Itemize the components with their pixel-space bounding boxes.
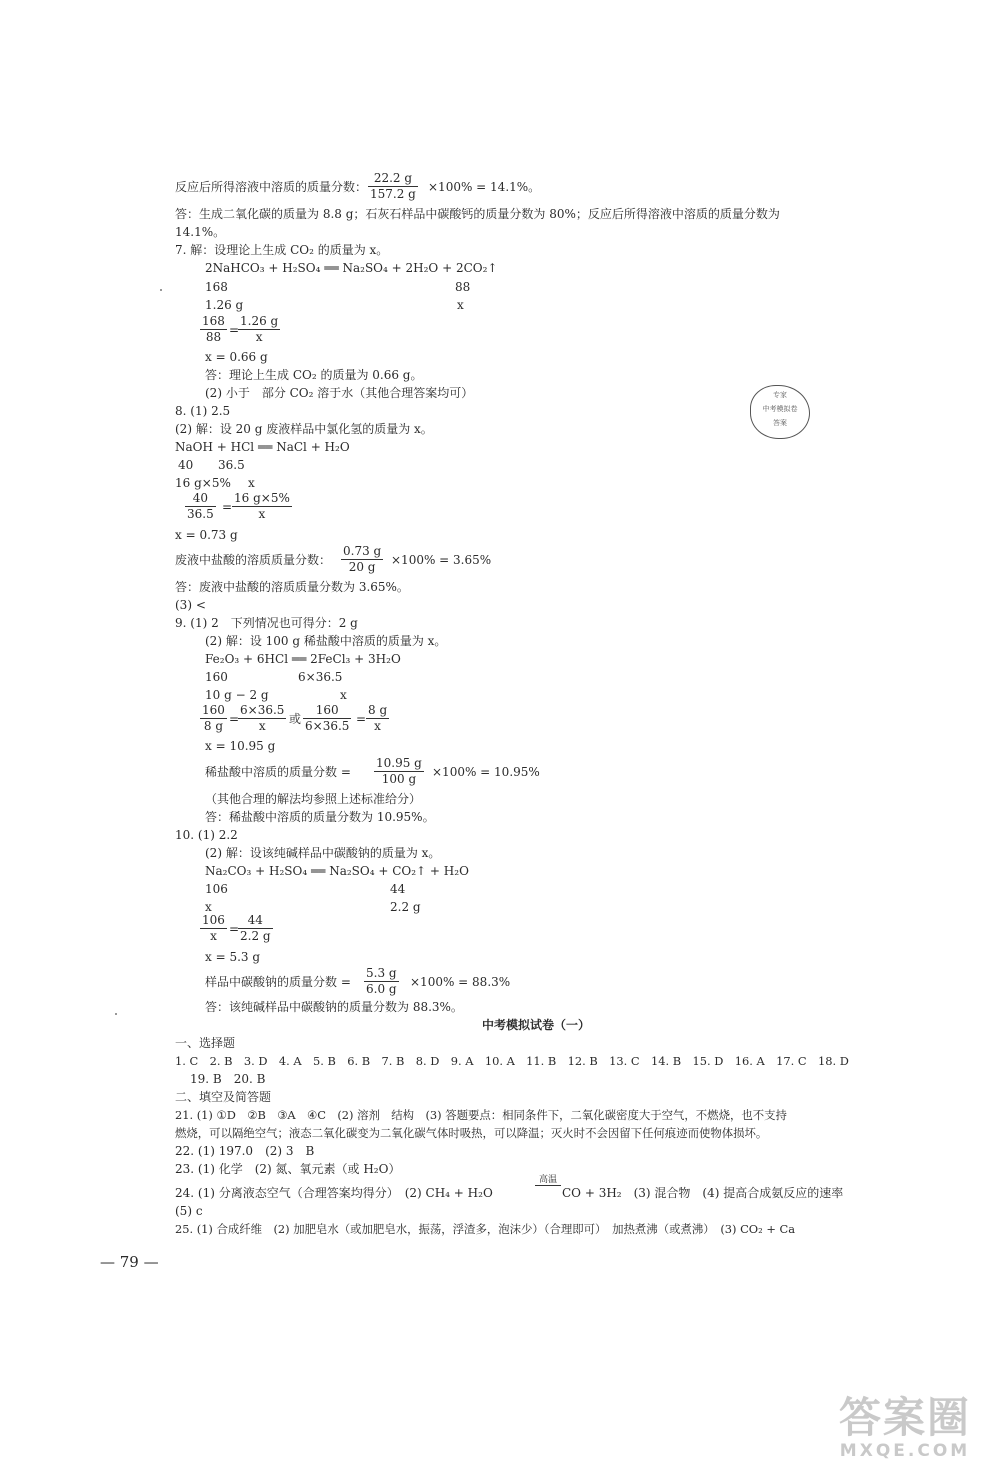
text-line: (2) 小于 部分 CO₂ 溶于水（其他合理答案均可）: [205, 386, 474, 400]
fraction-numerator: 168: [202, 314, 225, 328]
text-line: (3) <: [175, 598, 206, 612]
text-line: 160: [205, 670, 228, 684]
fraction-denominator: x: [374, 719, 381, 733]
fraction-numerator: 10.95 g: [376, 756, 422, 770]
question-7: 7. 解：设理论上生成 CO₂ 的质量为 x。: [175, 243, 389, 257]
multiple-choice-answers: 19. B 20. B: [190, 1072, 266, 1086]
fraction: [232, 492, 292, 521]
fraction-numerator: 8 g: [368, 703, 388, 717]
text-line: 答：稀盐酸中溶质的质量分数为 10.95%。: [205, 810, 435, 824]
section-title: 中考模拟试卷（一）: [482, 1018, 591, 1032]
text-line: 答：该纯碱样品中碳酸钠的质量分数为 88.3%。: [205, 1000, 463, 1014]
fraction: [364, 967, 399, 996]
fraction-numerator: 5.3 g: [366, 966, 397, 980]
stamp-text: 中考模拟卷: [762, 405, 798, 413]
text-line: 168: [205, 280, 228, 294]
text-line: ×100% = 88.3%: [410, 975, 511, 989]
text-line: x = 5.3 g: [205, 950, 261, 964]
fraction-denominator: 36.5: [187, 507, 214, 521]
equals-sign: =: [229, 922, 240, 936]
question-21: 21. (1) ①D ②B ③A ④C (2) 溶剂 结构 (3) 答题要点：相同条件下，二氧化碳密度大于空气，不燃烧，也不支持: [175, 1108, 787, 1122]
fraction-denominator: x: [258, 719, 266, 733]
fraction-denominator: 88: [205, 330, 222, 344]
question-24: CO + 3H₂ (3) 混合物 (4) 提高合成氨反应的速率: [562, 1186, 844, 1200]
equals-sign: =: [229, 323, 240, 337]
text-line: （其他合理的解法均参照上述标准给分）: [205, 792, 422, 806]
fraction: [185, 492, 216, 521]
text-line: 16 g×5%: [175, 476, 231, 490]
text-line: x: [340, 688, 347, 702]
question-23: 23. (1) 化学 (2) 氮、氧元素（或 H₂O）: [175, 1162, 401, 1176]
fraction: [303, 704, 351, 733]
equation: Na₂CO₃ + H₂SO₄ ══ Na₂SO₄ + CO₂↑ + H₂O: [205, 864, 469, 878]
fraction: [238, 704, 286, 733]
equals-sign: =: [229, 712, 240, 726]
text-line: x: [457, 298, 464, 312]
fraction-denominator: 2.2 g: [240, 929, 271, 943]
question-24: 24. (1) 分离液态空气（合理答案均得分） (2) CH₄ + H₂O: [175, 1186, 493, 1200]
fraction-denominator: 20 g: [348, 560, 376, 574]
text-line: ×100% = 14.1%。: [428, 180, 541, 194]
multiple-choice-answers: 1. C 2. B 3. D 4. A 5. B 6. B 7. B 8. D 9. A 10. A 11. B 12. B 13. C 14. B 15. D 16. A 17. C 18. D: [175, 1054, 849, 1068]
fraction: [374, 757, 424, 786]
equation: Fe₂O₃ + 6HCl ══ 2FeCl₃ + 3H₂O: [205, 652, 401, 666]
text-line: 反应后所得溶液中溶质的质量分数：: [175, 180, 368, 194]
text-line: x = 10.95 g: [205, 739, 276, 753]
fraction-numerator: 1.26 g: [240, 314, 279, 328]
question-21: 燃烧，可以隔绝空气；液态二氧化碳变为二氧化碳气体时吸热，可以降温；灭火时不会因留下任何痕迹而使物体损坏。: [175, 1126, 768, 1140]
stamp-text: 专家: [773, 391, 787, 399]
text-line: 2.2 g: [390, 900, 421, 914]
equals-sign: =: [222, 500, 233, 514]
fraction-numerator: 16 g×5%: [234, 491, 290, 505]
fraction-denominator: x: [210, 929, 217, 943]
or-word: 或: [289, 712, 302, 726]
fraction: [200, 914, 227, 943]
equals-sign: =: [356, 712, 367, 726]
fraction-denominator: x: [255, 330, 263, 344]
question-9: 9. (1) 2 下列情况也可得分：2 g: [175, 616, 358, 630]
text-line: x = 0.73 g: [175, 528, 238, 542]
text-line: ×100% = 3.65%: [391, 553, 492, 567]
question-24: (5) c: [175, 1204, 203, 1218]
text-line: x = 0.66 g: [205, 350, 268, 364]
text-line: (2) 解：设 100 g 稀盐酸中溶质的质量为 x。: [205, 634, 447, 648]
text-line: 答：废液中盐酸的溶质质量分数为 3.65%。: [175, 580, 409, 594]
text-line: 88: [455, 280, 471, 294]
text-line: 106: [205, 882, 228, 896]
fraction: [341, 545, 383, 574]
fraction-denominator: 6×36.5: [305, 719, 350, 733]
text-line: x: [205, 900, 212, 914]
fraction: [238, 315, 280, 344]
fraction-numerator: 160: [303, 704, 351, 719]
text-line: 10 g − 2 g: [205, 688, 269, 702]
question-8: 8. (1) 2.5: [175, 404, 231, 418]
equation: NaOH + HCl ══ NaCl + H₂O: [175, 440, 350, 454]
text-line: 废液中盐酸的溶质质量分数：: [175, 553, 332, 567]
text-line: 稀盐酸中溶质的质量分数 =: [205, 765, 351, 779]
fraction-denominator: 6.0 g: [366, 982, 397, 996]
equation: 2NaHCO₃ + H₂SO₄ ══ Na₂SO₄ + 2H₂O + 2CO₂↑: [205, 261, 498, 275]
fraction: [200, 704, 227, 733]
fraction-denominator: x: [258, 507, 266, 521]
fraction-numerator: 6×36.5: [240, 703, 285, 717]
fraction: [368, 172, 418, 201]
fraction-denominator: 157.2 g: [370, 187, 416, 201]
text-line: 1.26 g: [205, 298, 244, 312]
text-line: 答：生成二氧化碳的质量为 8.8 g；石灰石样品中碳酸钙的质量分数为 80%；反应后所得溶液中溶质的质量分数为: [175, 207, 780, 221]
section-heading: 二、填空及简答题: [175, 1090, 272, 1104]
fraction: [200, 315, 227, 344]
text-line: 36.5: [218, 458, 245, 472]
page-number: — 79 —: [100, 1253, 159, 1271]
text-line: 14.1%。: [175, 225, 226, 239]
question-22: 22. (1) 197.0 (2) 3 B: [175, 1144, 315, 1158]
question-10: 10. (1) 2.2: [175, 828, 238, 842]
fraction: [366, 704, 389, 733]
fraction-numerator: 106: [202, 913, 225, 927]
text-line: (2) 解：设该纯碱样品中碳酸钠的质量为 x。: [205, 846, 441, 860]
watermark-logo: [820, 1395, 990, 1465]
text-line: (2) 解：设 20 g 废液样品中氯化氢的质量为 x。: [175, 422, 433, 436]
text-line: 40: [178, 458, 194, 472]
text-line: 样品中碳酸钠的质量分数 =: [205, 975, 351, 989]
question-25: 25. (1) 合成纤维 (2) 加肥皂水（或加肥皂水，振荡，浮渣多，泡沫少）（合理即可） 加热煮沸（或煮沸） (3) CO₂ + Ca: [175, 1222, 796, 1236]
fraction: [238, 914, 273, 943]
watermark-url: MXQE.COM: [839, 1441, 971, 1461]
watermark-text: 答案圈: [838, 1393, 971, 1442]
stray-mark: [160, 289, 162, 291]
fraction-denominator: 100 g: [381, 772, 417, 786]
fraction-numerator: 44: [238, 914, 273, 929]
section-heading: 一、选择题: [175, 1036, 236, 1050]
fraction-numerator: 40: [185, 492, 216, 507]
fraction-numerator: 0.73 g: [343, 544, 382, 558]
text-line: 6×36.5: [298, 670, 343, 684]
stray-mark: [115, 1013, 117, 1015]
text-line: 44: [390, 882, 406, 896]
text-line: ×100% = 10.95%: [432, 765, 540, 779]
reaction-condition: 高温: [535, 1175, 561, 1186]
text-line: x: [248, 476, 255, 490]
fraction-numerator: 22.2 g: [368, 172, 418, 187]
text-line: 答：理论上生成 CO₂ 的质量为 0.66 g。: [205, 368, 423, 382]
stamp-text: 答案: [773, 419, 787, 427]
fraction-numerator: 160: [202, 703, 225, 717]
stamp-seal: [750, 385, 810, 439]
fraction-denominator: 8 g: [203, 719, 224, 733]
